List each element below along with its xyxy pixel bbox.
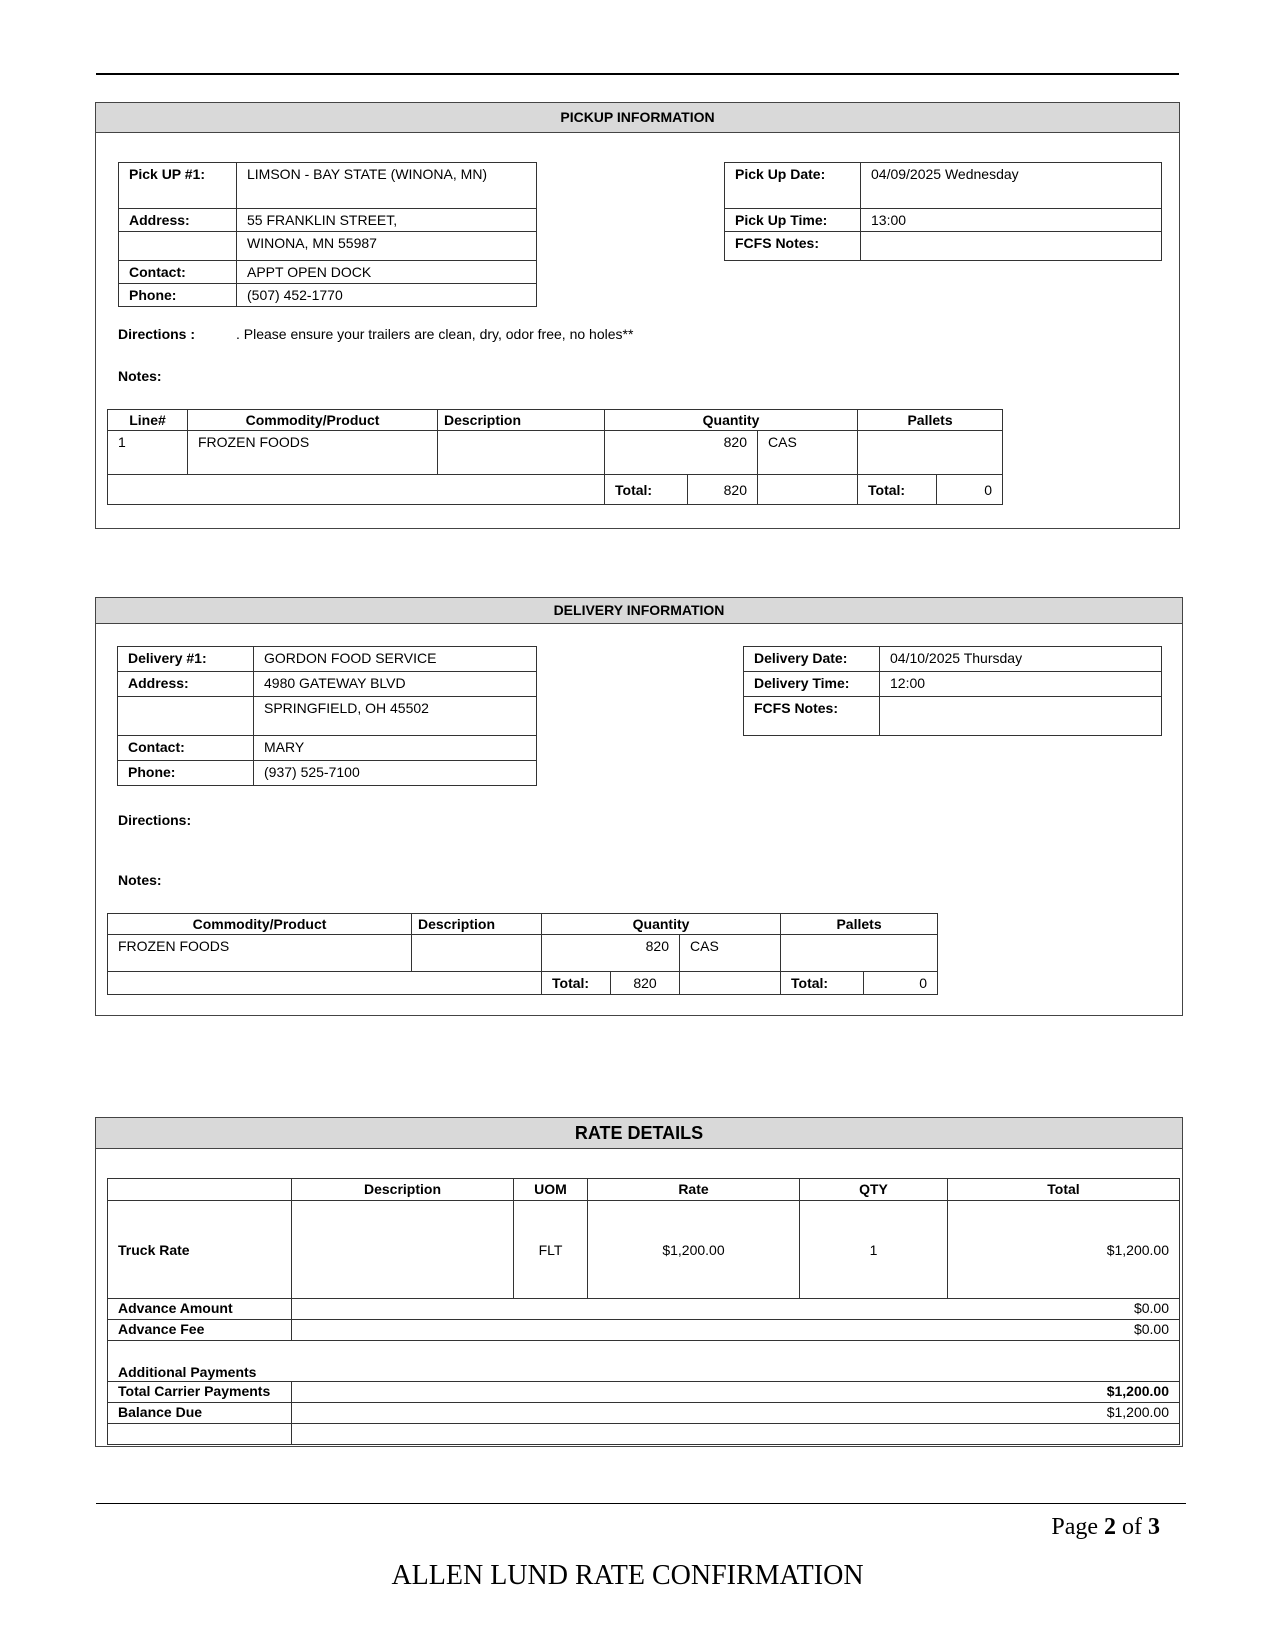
pickup-directions-label: Directions : xyxy=(118,326,196,342)
footer-rule xyxy=(96,1503,1186,1504)
delivery-row-qty: 820 xyxy=(542,935,680,972)
pickup-pallets-total-label: Total: xyxy=(858,475,937,505)
pickup-row-pallets xyxy=(858,431,1003,475)
pickup-address-label: Address: xyxy=(119,209,237,232)
delivery-contact-label: Contact: xyxy=(118,736,254,761)
pickup-date-label: Pick Up Date: xyxy=(725,163,861,209)
truck-rate-qty: 1 xyxy=(800,1201,948,1299)
rate-col-rate: Rate xyxy=(588,1179,800,1201)
delivery-total-unit-blank xyxy=(680,972,781,995)
advance-amount-label: Advance Amount xyxy=(108,1299,292,1320)
balance-due-label: Balance Due xyxy=(108,1403,292,1424)
delivery-time-value: 12:00 xyxy=(880,672,1162,697)
truck-rate-uom: FLT xyxy=(514,1201,588,1299)
pickup-col-commodity: Commodity/Product xyxy=(188,410,438,431)
pickup-address-blank xyxy=(119,232,237,261)
delivery-address-blank xyxy=(118,697,254,736)
pickup-no-label: Pick UP #1: xyxy=(119,163,237,209)
delivery-col-quantity: Quantity xyxy=(542,914,781,935)
delivery-address-label: Address: xyxy=(118,672,254,697)
delivery-fcfs-value xyxy=(880,697,1162,736)
pickup-fcfs-label: FCFS Notes: xyxy=(725,232,861,261)
page-prefix: Page xyxy=(1051,1514,1104,1540)
page-total: 3 xyxy=(1148,1514,1160,1540)
advance-amount-value: $0.00 xyxy=(292,1299,1180,1320)
advance-fee-label: Advance Fee xyxy=(108,1320,292,1341)
delivery-total-blank xyxy=(108,972,542,995)
delivery-qty-total: 820 xyxy=(611,972,680,995)
pickup-location-table xyxy=(118,162,537,307)
pickup-time-value: 13:00 xyxy=(861,209,1162,232)
rate-empty-cell-left xyxy=(108,1424,292,1445)
pickup-header: PICKUP INFORMATION xyxy=(96,103,1179,133)
pickup-col-description: Description xyxy=(438,410,605,431)
delivery-commodity-table xyxy=(107,913,938,995)
delivery-qty-total-label: Total: xyxy=(542,972,611,995)
pickup-total-unit-blank xyxy=(758,475,858,505)
table-row xyxy=(108,431,1003,475)
delivery-pallets-total: 0 xyxy=(864,972,938,995)
pickup-row-unit: CAS xyxy=(758,431,858,475)
pickup-qty-total: 820 xyxy=(688,475,758,505)
table-row xyxy=(108,1201,1180,1299)
rate-empty-cell-right xyxy=(292,1424,1180,1445)
rate-col-description: Description xyxy=(292,1179,514,1201)
pickup-phone-value: (507) 452-1770 xyxy=(237,284,537,307)
delivery-header: DELIVERY INFORMATION xyxy=(96,598,1182,624)
pickup-fcfs-value xyxy=(861,232,1162,261)
delivery-directions-label: Directions: xyxy=(118,812,192,828)
pickup-phone-label: Phone: xyxy=(119,284,237,307)
pickup-address-line1: 55 FRANKLIN STREET, xyxy=(237,209,537,232)
total-carrier-value: $1,200.00 xyxy=(292,1382,1180,1403)
delivery-address-line1: 4980 GATEWAY BLVD xyxy=(254,672,537,697)
rate-table xyxy=(107,1178,1180,1445)
pickup-contact-value: APPT OPEN DOCK xyxy=(237,261,537,284)
truck-rate-label: Truck Rate xyxy=(108,1201,292,1299)
advance-fee-value: $0.00 xyxy=(292,1320,1180,1341)
delivery-date-label: Delivery Date: xyxy=(744,647,880,672)
delivery-no-value: GORDON FOOD SERVICE xyxy=(254,647,537,672)
total-carrier-label: Total Carrier Payments xyxy=(108,1382,292,1403)
delivery-date-value: 04/10/2025 Thursday xyxy=(880,647,1162,672)
rate-col-qty: QTY xyxy=(800,1179,948,1201)
rate-col-blank xyxy=(108,1179,292,1201)
delivery-row-description xyxy=(412,935,542,972)
delivery-col-commodity: Commodity/Product xyxy=(108,914,412,935)
delivery-col-description: Description xyxy=(412,914,542,935)
pickup-row-qty: 820 xyxy=(605,431,758,475)
delivery-row-commodity: FROZEN FOODS xyxy=(108,935,412,972)
pickup-date-value: 04/09/2025 Wednesday xyxy=(861,163,1162,209)
pickup-qty-total-label: Total: xyxy=(605,475,688,505)
delivery-row-pallets xyxy=(781,935,938,972)
delivery-fcfs-label: FCFS Notes: xyxy=(744,697,880,736)
pickup-row-commodity: FROZEN FOODS xyxy=(188,431,438,475)
pickup-col-pallets: Pallets xyxy=(858,410,1003,431)
delivery-notes-label: Notes: xyxy=(118,872,162,888)
delivery-phone-value: (937) 525-7100 xyxy=(254,761,537,786)
delivery-location-table xyxy=(117,646,537,786)
truck-rate-total: $1,200.00 xyxy=(948,1201,1180,1299)
pickup-total-blank xyxy=(108,475,605,505)
pickup-time-label: Pick Up Time: xyxy=(725,209,861,232)
pickup-address-line2: WINONA, MN 55987 xyxy=(237,232,537,261)
delivery-time-label: Delivery Time: xyxy=(744,672,880,697)
delivery-address-line2: SPRINGFIELD, OH 45502 xyxy=(254,697,537,736)
table-row xyxy=(108,935,938,972)
delivery-contact-value: MARY xyxy=(254,736,537,761)
pickup-col-quantity: Quantity xyxy=(605,410,858,431)
balance-due-value: $1,200.00 xyxy=(292,1403,1180,1424)
page-of: of xyxy=(1116,1514,1148,1540)
rate-col-total: Total xyxy=(948,1179,1180,1201)
top-rule xyxy=(96,73,1179,75)
delivery-row-unit: CAS xyxy=(680,935,781,972)
pickup-contact-label: Contact: xyxy=(119,261,237,284)
rate-col-uom: UOM xyxy=(514,1179,588,1201)
rate-header: RATE DETAILS xyxy=(96,1118,1182,1149)
truck-rate-description xyxy=(292,1201,514,1299)
pickup-commodity-table xyxy=(107,409,1003,505)
document-title: ALLEN LUND RATE CONFIRMATION xyxy=(391,1560,864,1591)
delivery-pallets-total-label: Total: xyxy=(781,972,864,995)
page-current: 2 xyxy=(1104,1514,1116,1540)
additional-payments-label: Additional Payments xyxy=(108,1341,1180,1382)
delivery-schedule-table xyxy=(743,646,1162,736)
truck-rate-rate: $1,200.00 xyxy=(588,1201,800,1299)
page-number xyxy=(1051,1514,1160,1541)
pickup-row-description xyxy=(438,431,605,475)
delivery-col-pallets: Pallets xyxy=(781,914,938,935)
pickup-schedule-table xyxy=(724,162,1162,261)
pickup-col-line: Line# xyxy=(108,410,188,431)
pickup-row-line: 1 xyxy=(108,431,188,475)
pickup-notes-label: Notes: xyxy=(118,368,162,384)
pickup-pallets-total: 0 xyxy=(937,475,1003,505)
pickup-no-value: LIMSON - BAY STATE (WINONA, MN) xyxy=(237,163,537,209)
delivery-no-label: Delivery #1: xyxy=(118,647,254,672)
delivery-phone-label: Phone: xyxy=(118,761,254,786)
pickup-directions-value: . Please ensure your trailers are clean, dry, odor free, no holes** xyxy=(236,326,634,342)
